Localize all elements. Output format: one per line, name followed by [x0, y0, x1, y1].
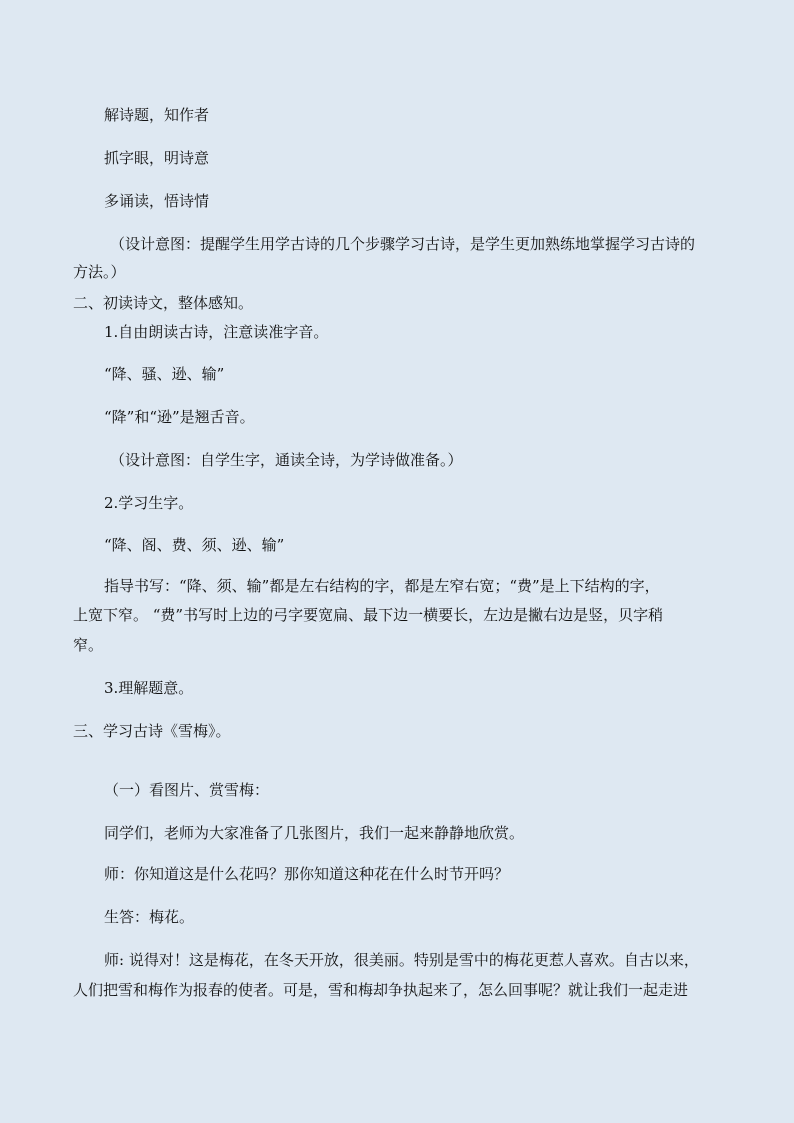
- text-line: “降”和“逊”是翘舌音。: [104, 408, 255, 426]
- text-line: 生答：梅花。: [104, 908, 195, 926]
- text-line: （设计意图：自学生字，通读全诗，为学诗做准备。）: [110, 451, 463, 469]
- text-line: 窄。: [73, 636, 104, 654]
- section-heading: 二、初读诗文，整体感知。: [73, 294, 254, 312]
- text-line: 解诗题，知作者: [104, 106, 210, 124]
- text-line: 多诵读，悟诗情: [104, 192, 210, 210]
- section-heading: 三、学习古诗《雪梅》。: [73, 722, 231, 740]
- text-line: 抓字眼，明诗意: [104, 149, 210, 167]
- text-line: 3.理解题意。: [104, 679, 194, 697]
- text-line: 上宽下窄。 “费”书写时上边的弓字要宽扁、最下边一横要长，左边是撇右边是竖，贝字稍: [73, 606, 664, 624]
- text-line: （设计意图：提醒学生用学古诗的几个步骤学习古诗，是学生更加熟练地掌握学习古诗的: [110, 235, 696, 253]
- text-line: 人们把雪和梅作为报春的使者。可是，雪和梅却争执起来了，怎么回事呢？就让我们一起走进: [73, 981, 689, 999]
- sub-heading: （一）看图片、赏雪梅：: [104, 781, 270, 799]
- text-line: 师：你知道这是什么花吗？那你知道这种花在什么时节开吗？: [104, 865, 510, 883]
- text-line: 指导书写：“降、须、输”都是左右结构的字，都是左窄右宽；“费”是上下结构的字，: [104, 577, 660, 595]
- text-line: “降、骚、逊、输”: [104, 365, 225, 383]
- text-line: 师: 说得对！这是梅花，在冬天开放，很美丽。特别是雪中的梅花更惹人喜欢。自古以来，: [104, 951, 699, 969]
- text-line: 同学们，老师为大家准备了几张图片，我们一起来静静地欣赏。: [104, 824, 525, 842]
- text-line: 方法。）: [73, 263, 126, 281]
- text-line: 2.学习生字。: [104, 494, 194, 512]
- text-line: 1.自由朗读古诗，注意读准字音。: [104, 323, 329, 341]
- text-line: “降、阁、费、须、逊、输”: [104, 536, 285, 554]
